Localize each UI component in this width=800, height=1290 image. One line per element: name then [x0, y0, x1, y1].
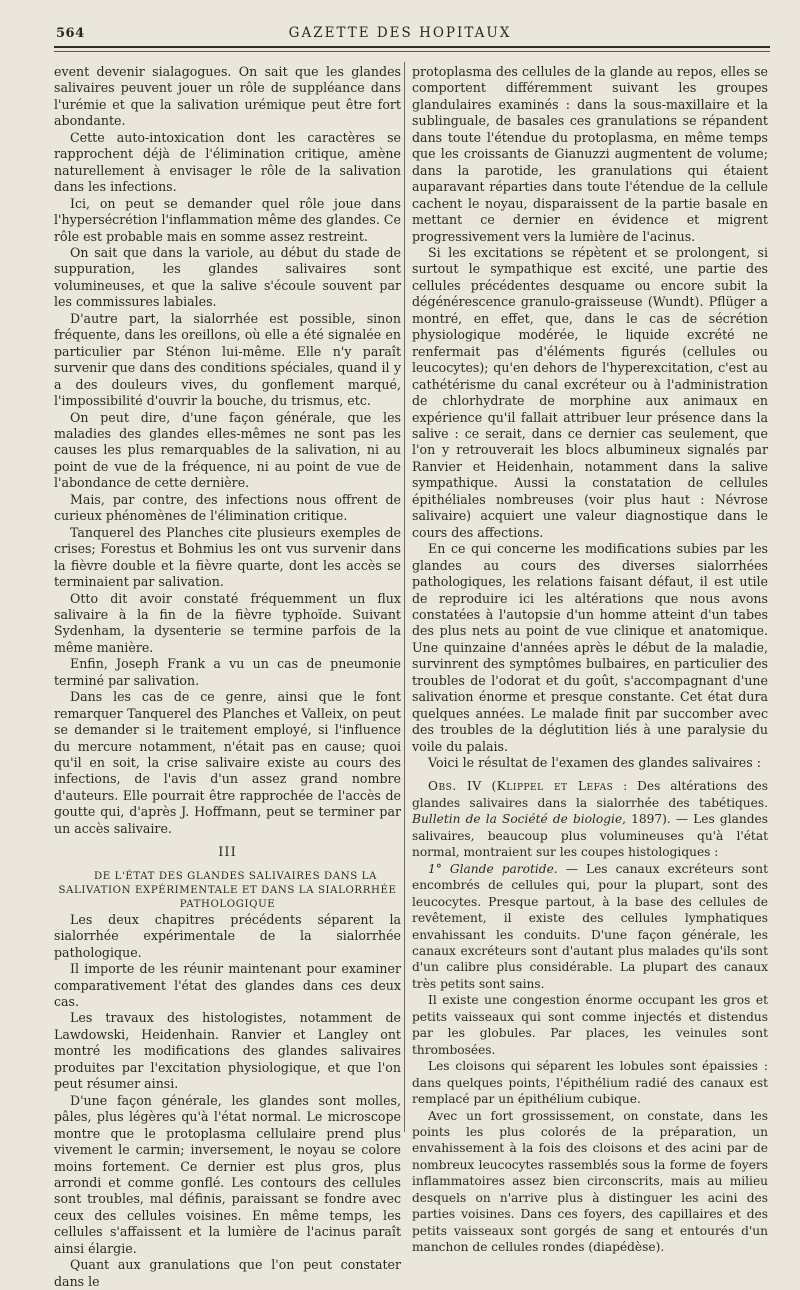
paragraph: Les deux chapitres précédents séparent la sialorrhée expérimentale de la sialorrhée pathologique. [54, 911, 401, 960]
paragraph: Ici, on peut se demander quel rôle joue dans l'hypersécrétion l'inflammation même des glandes. Ce rôle est probable mais en somme assez restreint. [54, 195, 401, 244]
paragraph: Les cloisons qui séparent les lobules sont épaissies : dans quelques points, l'épithélium radié des canaux est remplacé par un épithélium cubique. [412, 1059, 768, 1107]
item-text: — Les canaux excréteurs sont encombrés de cellules qui, pour la plupart, sont des leucocytes. Presque partout, à la base des cellules de revêtement, il existe des cellules lymphatiques envahissant les conduits. D'une façon générale, les canaux excréteurs sont d'autant plus malades qu'ils sont d'un calibre plus considérable. La plupart des canaux très petits sont sains. [412, 861, 768, 991]
left-column [54, 64, 401, 1290]
paragraph: D'une façon générale, les glandes sont molles, pâles, plus légères qu'à l'état normal. Le microscope montre que le protoplasma cellulaire prend plus vivement le carmin; inversement, le noyau se colore moins fortement. Ce dernier est plus gros, plus arrondi et comme gonflé. Les contours des cellules sont troubles, mal définis, paraissant se fondre avec ceux des cellules voisines. En même temps, les cellules s'affaissent et la lumière de l'acinus paraît ainsi élargie. [54, 1092, 401, 1256]
paragraph: event devenir sialagogues. On sait que les glandes salivaires peuvent jouer un rôle de suppléance dans l'urémie et que la salivation urémique peut être fort abondante. [54, 64, 401, 129]
item-title: 1° Glande parotide. [428, 861, 558, 876]
observation-block [412, 778, 768, 1255]
paragraph: Les travaux des histologistes, notamment de Lawdowski, Heidenhain. Ranvier et Langley ont montré les modifications des glandes salivaires produites par l'excitation physiologique, et que l'on peut résumer ainsi. [54, 1010, 401, 1092]
paragraph: On peut dire, d'une façon générale, que les maladies des glandes elles-mêmes ne sont pas les causes les plus remarquables de la salivation, ni au point de vue de la fréquence, ni au point de vue de l'abondance de cette dernière. [54, 409, 401, 491]
running-title: GAZETTE DES HOPITAUX [288, 25, 512, 41]
paragraph: Voici le résultat de l'examen des glandes salivaires : [428, 755, 761, 771]
section-title: DE L'ÉTAT DES GLANDES SALIVAIRES DANS LA SALIVATION EXPÉRIMENTALE ET DANS LA SIALORRHÉE PATHOLOGIQUE [58, 870, 397, 910]
observation-label: Obs. IV [428, 779, 482, 794]
paragraph: On sait que dans la variole, au début du stade de suppuration, les glandes salivaires sont volumineuses, et que la salive s'écoule souvent par les commissures labiales. [54, 244, 401, 310]
observation-heading [412, 778, 768, 860]
right-column [412, 64, 768, 1256]
observation-authors: (Klippel et Lefas [491, 779, 614, 794]
observation-text: , 1897). — Les glandes salivaires, beaucoup plus volumineuses qu'à l'état normal, montraient sur les coupes histologiques : [412, 812, 768, 860]
paragraph: Cette auto-intoxication dont les caractères se rapprochent déjà de l'élimination critique, amène naturellement à envisager le rôle de la salivation dans les infections. [54, 129, 401, 195]
observation-journal: Bulletin de la Société de biologie [412, 812, 623, 827]
paragraph: D'autre part, la sialorrhée est possible, sinon fréquente, dans les oreillons, où elle a été signalée en particulier par Sténon lui-même. Elle n'y paraît survenir que dans des conditions spéciales, quand il y a des douleurs vives, du gonflement marqué, l'impossibilité d'ouvrir la bouche, du trismus, etc. [54, 310, 401, 409]
column-divider [404, 62, 405, 1132]
page-number: 564 [56, 26, 85, 41]
paragraph: Mais, par contre, des infections nous offrent de curieux phénomènes de l'élimination critique. [54, 491, 401, 524]
paragraph: Si les excitations se répètent et se prolongent, si surtout le sympathique est excité, une partie des cellules précédentes desquame ou encore subit la dégénérescence granulo-graisseuse (Wundt). Pflüger a montré, en effet, que, dans le cas de sécrétion physiologique modérée, le liquide excrété ne renfermait pas d'éléments figurés (cellules ou leucocytes); qu'en dehors de l'hyperexcitation, c'est au cathétérisme du canal excréteur ou à l'administration de chlorhydrate de morphine aux animaux en expérience qu'il fallait attribuer leur présence dans la salive : ce serait, dans ce dernier cas seulement, que l'on y retrouverait les blocs albumineux signalés par Ranvier et Heidenhain, notamment dans la salive sympathique. Aussi la constatation de cellules épithéliales nombreuses (voir plus haut : Névrose salivaire) acquiert une valeur diagnostique dans le cours des affections. [412, 244, 768, 540]
paragraph: Avec un fort grossissement, on constate, dans les points les plus colorés de la préparation, un envahissement à la fois des cloisons et des acini par de nombreux leucocytes rassemblés sous la forme de foyers inflammatoires assez bien circonscrits, mais au milieu desquels on n'arrive plus à distinguer les acini des parties voisines. Dans ces foyers, des capillaires et des petits vaisseaux sont gorgés de sang et entourés d'un manchon de cellules rondes (diapédèse). [412, 1108, 768, 1255]
paragraph: Il importe de les réunir maintenant pour examiner comparativement l'état des glandes dans ces deux cas. [54, 961, 401, 1010]
paragraph: protoplasma des cellules de la glande au repos, elles se comportent différemment suivant les groupes glandulaires examinés : dans la sous-maxillaire et la sublinguale, de basales ces granulations se répandent dans toute l'étendue du protoplasma, en même temps que les croissants de Gianuzzi augmentent de volume; dans la parotide, les granulations qui étaient auparavant réparties dans toute l'étendue de la cellule cachent le noyau, disparaissent de la partie basale en mettant ce dernier en évidence et migrent progressivement vers la lumière de l'acinus. [412, 64, 768, 244]
paragraph: Il existe une congestion énorme occupant les gros et petits vaisseaux qui sont comme injectés et distendus par les globules. Par places, les veinules sont thrombosées. [412, 993, 768, 1057]
paragraph: Tanquerel des Planches cite plusieurs exemples de crises; Forestus et Bohmius les ont vus survenir dans la fièvre double et la fièvre quarte, dont les accès se terminaient par salivation. [54, 524, 401, 590]
observation-item [412, 861, 768, 993]
paragraph: Dans les cas de ce genre, ainsi que le font remarquer Tanquerel des Planches et Valleix, on peut se demander si le traitement employé, si l'influence du mercure notamment, n'était pas en cause; quoi qu'il en soit, la crise salivaire existe au cours des infections, de l'avis d'un assez grand nombre d'auteurs. Elle pourrait être rapprochée de l'accès de goutte qui, d'après J. Hoffmann, peut se terminer par un accès salivaire. [54, 689, 401, 836]
observation-text: : Des altérations des glandes salivaires dans la sialorrhée des tabétiques. [412, 779, 768, 810]
paragraph: Otto dit avoir constaté fréquemment un flux salivaire à la fin de la fièvre typhoïde. Suivant Sydenham, la dysenterie se termine parfois de la même manière. [54, 590, 401, 655]
paragraph: Enfin, Joseph Frank a vu un cas de pneumonie terminé par salivation. [54, 656, 401, 688]
paragraph: En ce qui concerne les modifications subies par les glandes au cours des diverses sialorrhées pathologiques, les relations faisant défaut, il est utile de reproduire ici les altérations que nous avons constatées à l'autopsie d'un homme atteint d'un tabes des plus nets au point de vue clinique et anatomique. Une quinzaine d'années après le début de la maladie, survinrent des symptômes bulbaires, en particulier des troubles de l'odorat et du goût, s'accompagnant d'une salivation énorme et presque constante. Cet état dura quelques années. Le malade finit par succomber avec des troubles de la déglutition liés à une paralysie du voile du palais. [412, 541, 768, 754]
header-rule-thin [54, 51, 770, 52]
header-rule-thick [54, 46, 770, 48]
section-numeral: III [218, 845, 237, 861]
paragraph: Quant aux granulations que l'on peut constater dans le [54, 1257, 401, 1289]
